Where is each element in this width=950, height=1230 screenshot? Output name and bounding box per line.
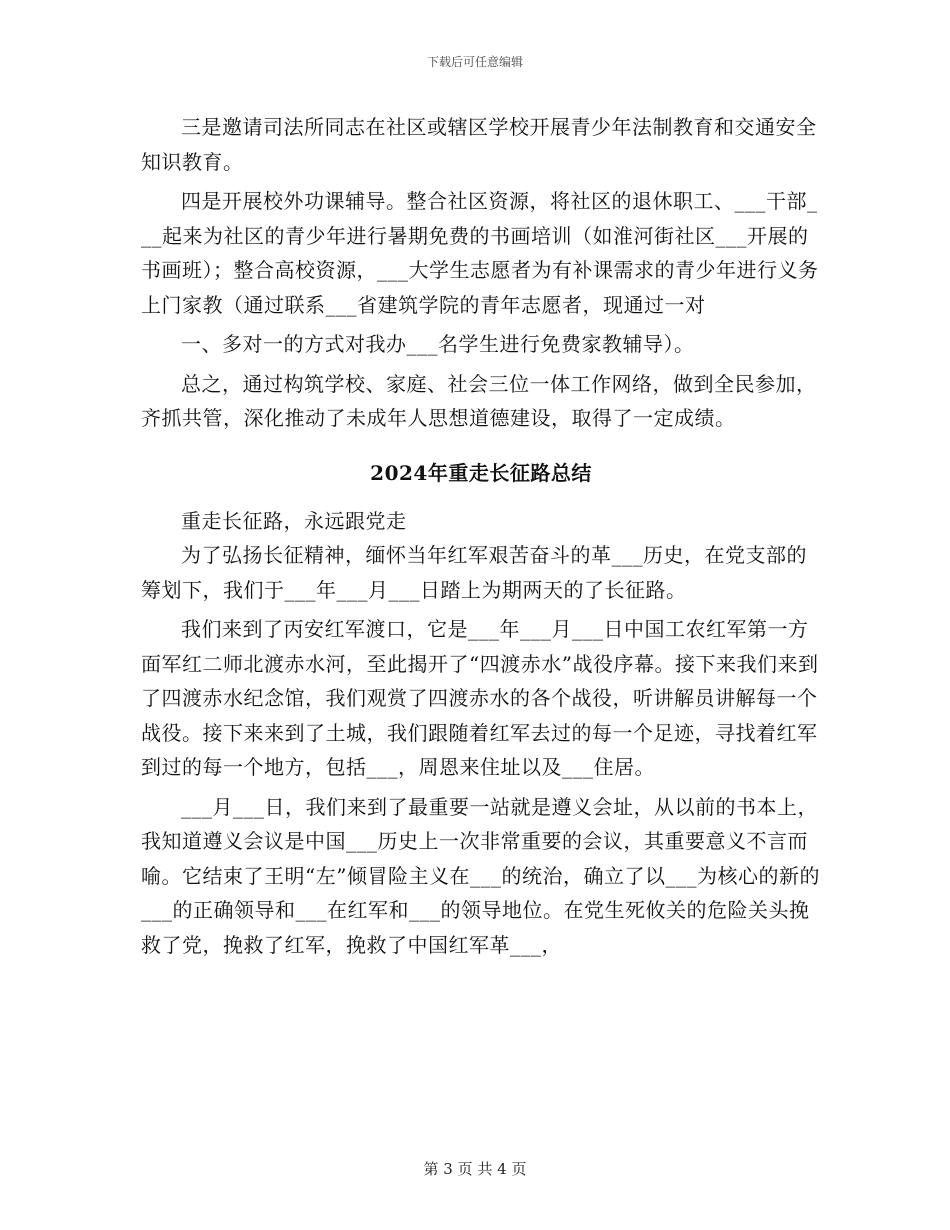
page-header: 下载后可任意编辑 (426, 55, 523, 69)
page-number: 第 3 页 共 4 页 (423, 1160, 527, 1178)
paragraph-tutoring: 四是开展校外功课辅导。整合社区资源，将社区的退休职工、___干部___起来为社区的青少年进行暑期免费的书画培训（如淮河街社区___开展的书画班）；整合高校资源，___大学生志愿者为有补课需求的青少年进行义务上门家教（通过联系___省建筑学院的青年志愿者，现通过一对 (141, 189, 819, 317)
paragraph-summary: 总之，通过构筑学校、家庭、社会三位一体工作网络，做到全民参加，齐抓共管，深化推动了未成年人思想道德建设，取得了一定成绩。 (141, 371, 817, 430)
paragraph-tutoring-continued: 一、多对一的方式对我办___名学生进行免费家教辅导）。 (181, 332, 695, 356)
paragraph-zunyi: ___月___日，我们来到了最重要一站就是遵义会址，从以前的书本上，我知道遵义会议是中国___历史上一次非常重要的会议，其重要意义不言而喻。它结束了王明“左”倾冒险主义在___的统治，确立了以___为核心的新的___的正确领导和___在红军和___的领导地位。在党生死攸关的危险关头挽救了党，挽救了红军，挽救了中国红军革___， (141, 794, 820, 957)
document-body (141, 110, 821, 962)
paragraph-legal-education: 三是邀请司法所同志在社区或辖区学校开展青少年法制教育和交通安全知识教育。 (141, 115, 817, 174)
paragraph-intro: 为了弘扬长征精神，缅怀当年红军艰苦奋斗的革___历史，在党支部的筹划下，我们于___年___月___日踏上为期两天的了长征路。 (141, 543, 807, 602)
paragraph-crossing: 我们来到了丙安红军渡口，它是___年___月___日中国工农红军第一方面军红二师北渡赤水河，至此揭开了“四渡赤水”战役序幕。接下来我们来到了四渡赤水纪念馆，我们观赏了四渡赤水的各个战役，听讲解员讲解每一个战役。接下来来到了土城，我们跟随着红军去过的每一个足迹，寻找着红军到过的每一个地方，包括___，周恩来住址以及___住居。 (141, 617, 819, 779)
paragraph-subtitle: 重走长征路，永远跟党走 (181, 508, 407, 533)
section-title: 2024年重走长征路总结 (370, 460, 592, 485)
